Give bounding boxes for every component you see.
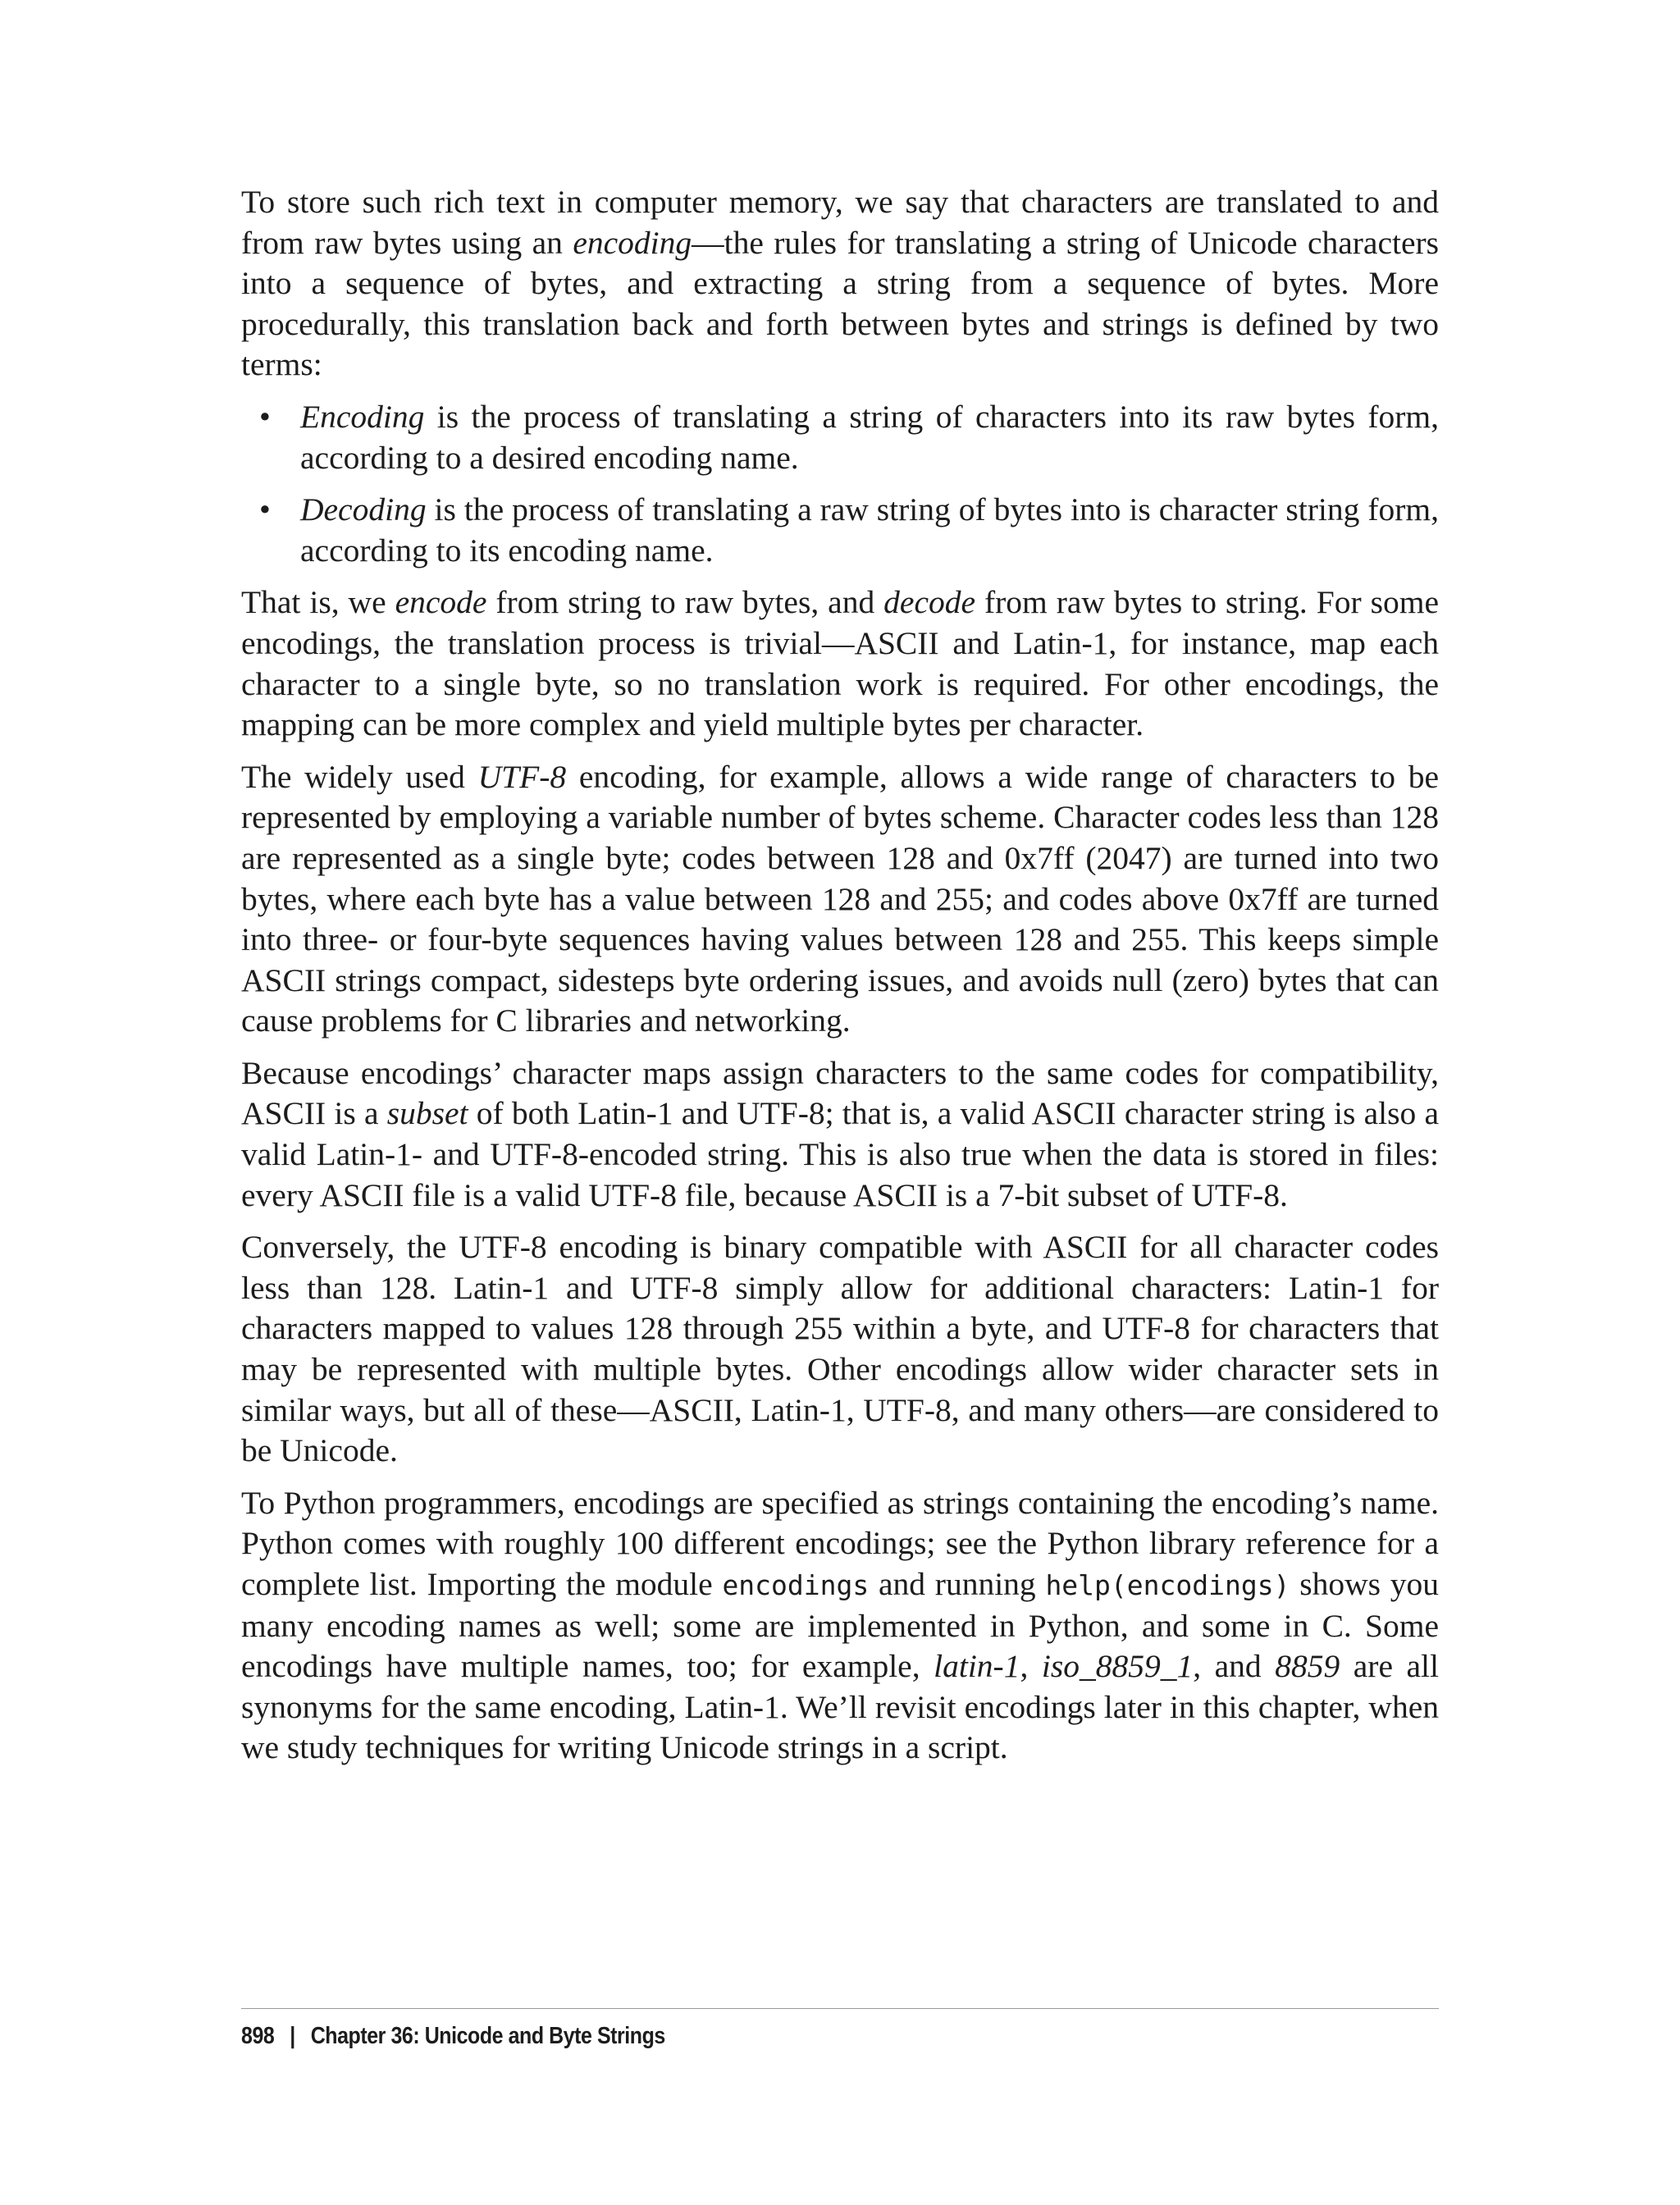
italic-term: iso_8859_1 [1041, 1648, 1194, 1685]
page-number: 898 [241, 2023, 275, 2049]
text-span: —the rules for translating a string of Unicode characters into a sequence of bytes, and extracting a string from a sequence of bytes. More procedurally, this translation back and forth between bytes and strings is defined by two terms: [241, 224, 1440, 383]
bullet-icon: • [259, 398, 271, 435]
inline-code: encodings [722, 1569, 870, 1601]
paragraph-encode-decode [241, 582, 1439, 745]
paragraph-utf8 [241, 757, 1439, 1042]
paragraph-compatibility [241, 1227, 1439, 1472]
list-item-decoding [241, 490, 1439, 571]
italic-term: 8859 [1275, 1648, 1340, 1685]
text-span: and running [869, 1566, 1046, 1602]
text-span: from string to raw bytes, and [486, 584, 884, 621]
italic-term: Decoding [300, 491, 427, 528]
italic-term: Encoding [300, 398, 425, 435]
text-span: of both Latin-1 and UTF-8; that is, a valid ASCII character string is also a valid Latin-1- and UTF-8-encoded string. This is also true when the data is stored in files: every ASCII file is a valid UTF-8 file, because ASCII is a 7-bit subset of UTF-8. [241, 1095, 1440, 1213]
paragraph-python-encodings [241, 1483, 1439, 1769]
text-span: That is, we [241, 584, 395, 621]
text-span: To store such rich text in computer memory, we say that characters are translated to and from raw bytes using an [241, 184, 1439, 261]
text-span: To Python programmers, encodings are specified as strings containing the encoding’s name. Python comes with roughly 100 different encodings; see the Python library reference for a complete list. Importing the module [241, 1484, 1439, 1602]
text-span: , [1020, 1648, 1042, 1685]
text-span: Conversely, the UTF-8 encoding is binary compatible with ASCII for all character codes less than 128. Latin-1 and UTF-8 simply allow for additional characters: Latin-1 for characters mapped to values 128 through 255 within a byte, and UTF-8 for characters that may be represented with multiple bytes. Other encodings allow wider character sets in similar ways, but all of these—ASCII, Latin-1, UTF-8, and many others—are considered to be Unicode. [241, 1229, 1439, 1469]
text-span: is the process of translating a raw string of bytes into is character string form, according to its encoding name. [300, 491, 1439, 568]
text-span: The widely used [241, 758, 478, 795]
inline-code: help(encodings) [1045, 1569, 1290, 1601]
footer-separator: | [290, 2023, 295, 2049]
italic-term: latin-1 [934, 1648, 1020, 1685]
definition-list [241, 397, 1439, 571]
paragraph-ascii-subset [241, 1053, 1439, 1216]
text-span: is the process of translating a string of characters into its raw bytes form, according to a desired encoding name. [300, 398, 1439, 476]
page-footer [241, 2023, 665, 2050]
bullet-icon: • [259, 491, 271, 528]
text-span: are all synonyms for the same encoding, Latin-1. We’ll revisit encodings later in this chapter, when we study techniques for writing Unicode strings in a script. [241, 1648, 1440, 1766]
italic-term: decode [883, 584, 976, 621]
text-span: encoding, for example, allows a wide range of characters to be represented by employing a variable number of bytes scheme. Character codes less than 128 are represented as a single byte; codes between 128 and 0x7ff (2047) are turned into two bytes, where each byte has a value between 128 and 255; and codes above 0x7ff are turned into three- or four-byte sequences having values between 128 and 255. This keeps simple ASCII strings compact, sidesteps byte ordering issues, and avoids null (zero) bytes that can cause problems for C libraries and networking. [241, 758, 1439, 1039]
list-item-encoding [241, 397, 1439, 478]
paragraph-encoding-intro [241, 182, 1439, 386]
text-span: from raw bytes to string. For some encodings, the translation process is trivial—ASCII and Latin-1, for instance, map each character to a single byte, so no translation work is required. For other encodings, the mapping can be more complex and yield multiple bytes per character. [241, 584, 1439, 743]
footer-divider [241, 2008, 1439, 2009]
chapter-title: Chapter 36: Unicode and Byte Strings [310, 2023, 665, 2049]
italic-term: subset [386, 1095, 468, 1132]
italic-term-encoding: encoding [573, 224, 692, 261]
italic-term: encode [395, 584, 487, 621]
italic-term: UTF-8 [477, 758, 567, 795]
text-span: , and [1193, 1648, 1276, 1685]
text-span: Because encodings’ character maps assign characters to the same codes for compatibility, ASCII is a [241, 1054, 1439, 1132]
text-span: shows you many encoding names as well; some are implemented in Python, and some in C. Some encodings have multiple names, too; for example, [241, 1566, 1439, 1685]
page-body [241, 182, 1439, 1780]
